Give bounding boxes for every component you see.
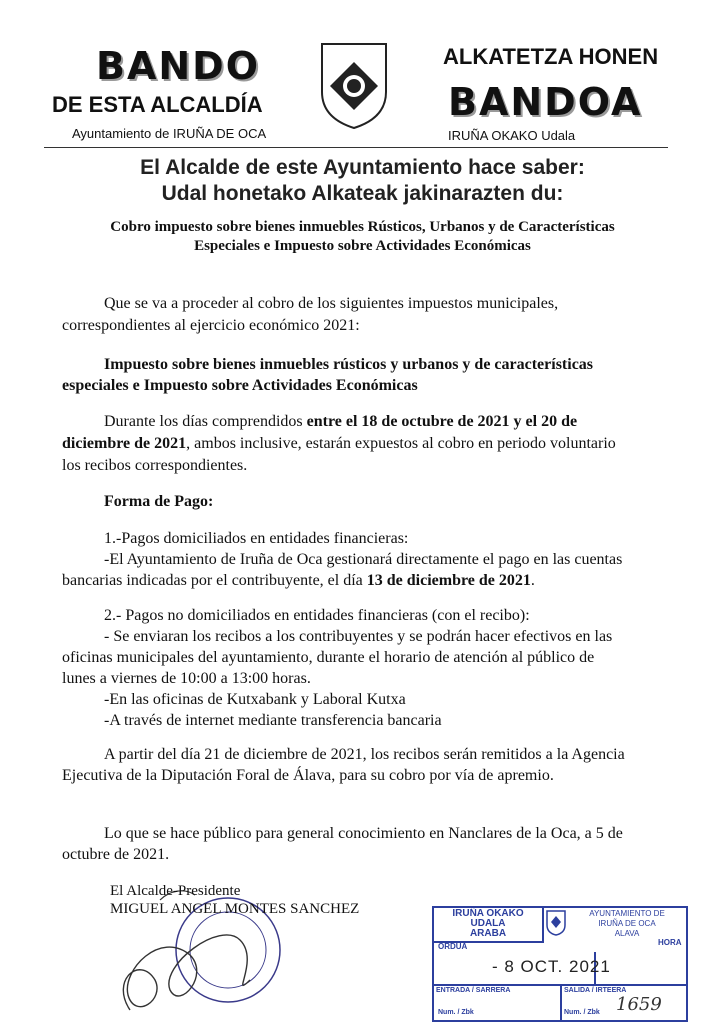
bandoa-title: BANDOA	[448, 80, 643, 124]
after-line-2: Ejecutiva de la Diputación Foral de Álava, para su cobro por vía de apremio.	[62, 767, 554, 784]
payment-1-title: 1.-Pagos domiciliados en entidades financieras:	[104, 530, 409, 547]
registry-stamp	[432, 906, 688, 1022]
payment-heading: Forma de Pago:	[104, 493, 214, 510]
tax-line-2: especiales e Impuesto sobre Actividades Económicas	[62, 377, 418, 394]
stamp-crest-icon	[546, 910, 566, 936]
period-line-1: Durante los días comprendidos entre el 18 de octubre de 2021 y el 20 de	[104, 413, 578, 430]
paragraph-1-line-2: correspondientes al ejercicio económico 2021:	[62, 317, 360, 334]
header-divider	[44, 147, 668, 148]
stamp-right-header: AYUNTAMIENTO DE IRUÑA DE OCA ALAVA	[589, 909, 665, 938]
payment-2-line-1: - Se enviaran los recibos a los contribuyentes y se podrán hacer efectivos en las	[104, 628, 613, 645]
intro-line-2: Udal honetako Alkateak jakinarazten du:	[161, 182, 564, 205]
payment-2-line-5: -A través de internet mediante transferencia bancaria	[104, 712, 442, 729]
public-line-2: octubre de 2021.	[62, 846, 170, 863]
subject-line-2: Especiales e Impuesto sobre Actividades Económicas	[194, 238, 531, 254]
paragraph-1-line-1: Que se va a proceder al cobro de los siguientes impuestos municipales,	[104, 295, 559, 312]
payment-2-title: 2.- Pagos no domiciliados en entidades financieras (con el recibo):	[104, 607, 530, 624]
payment-2-line-4: -En las oficinas de Kutxabank y Laboral Kutxa	[104, 691, 406, 708]
tax-line-1: Impuesto sobre bienes inmuebles rústicos y urbanos y de características	[104, 356, 594, 373]
alcaldia-subtitle: DE ESTA ALCALDÍA	[52, 92, 263, 117]
stamp-registry-number: 1659	[616, 994, 662, 1015]
stamp-left-header: IRUÑA OKAKO UDALA ARABA	[434, 908, 544, 943]
stamp-middle-divider	[560, 984, 562, 1020]
alkatetza-title: ALKATETZA HONEN	[443, 44, 659, 69]
subject-line-1: Cobro impuesto sobre bienes inmuebles Rústicos, Urbanos y de Características	[110, 219, 615, 235]
stamp-num-left: Num. / Zbk	[438, 1009, 474, 1016]
municipal-crest-icon	[318, 40, 390, 130]
period-line-3: los recibos correspondientes.	[62, 457, 248, 474]
signature-title: El Alcalde-Presidente	[110, 883, 241, 899]
stamp-date: - 8 OCT. 2021	[492, 957, 611, 976]
payment-1-line-2: bancarias indicadas por el contribuyente, el día 13 de diciembre de 2021.	[62, 572, 535, 589]
udala-label: IRUÑA OKAKO Udala	[448, 128, 576, 143]
after-line-1: A partir del día 21 de diciembre de 2021, los recibos serán remitidos a la Agencia	[104, 746, 625, 763]
stamp-entrada-label: ENTRADA / SARRERA	[436, 987, 511, 994]
intro-line-1: El Alcalde de este Ayuntamiento hace saber:	[140, 156, 585, 179]
stamp-salida-label: SALIDA / IRTEERA	[564, 987, 627, 994]
signature-name: MIGUEL ANGEL MONTES SANCHEZ	[110, 901, 360, 917]
payment-1-line-1: -El Ayuntamiento de Iruña de Oca gestionará directamente el pago en las cuentas	[104, 551, 623, 568]
stamp-num-right: Num. / Zbk	[564, 1009, 600, 1016]
public-line-1: Lo que se hace público para general conocimiento en Nanclares de la Oca, a 5 de	[104, 825, 623, 842]
stamp-ordua-label: ORDUA	[438, 942, 468, 951]
payment-2-line-3: lunes a viernes de 10:00 a 13:00 horas.	[62, 670, 311, 687]
ayuntamiento-label: Ayuntamiento de IRUÑA DE OCA	[72, 126, 267, 141]
period-line-2: diciembre de 2021, ambos inclusive, estarán expuestos al cobro en periodo voluntario	[62, 435, 616, 452]
bando-title: BANDO	[96, 44, 261, 88]
stamp-hora-label: HORA	[658, 938, 682, 947]
payment-2-line-2: oficinas municipales del ayuntamiento, durante el horario de atención al público de	[62, 649, 595, 666]
